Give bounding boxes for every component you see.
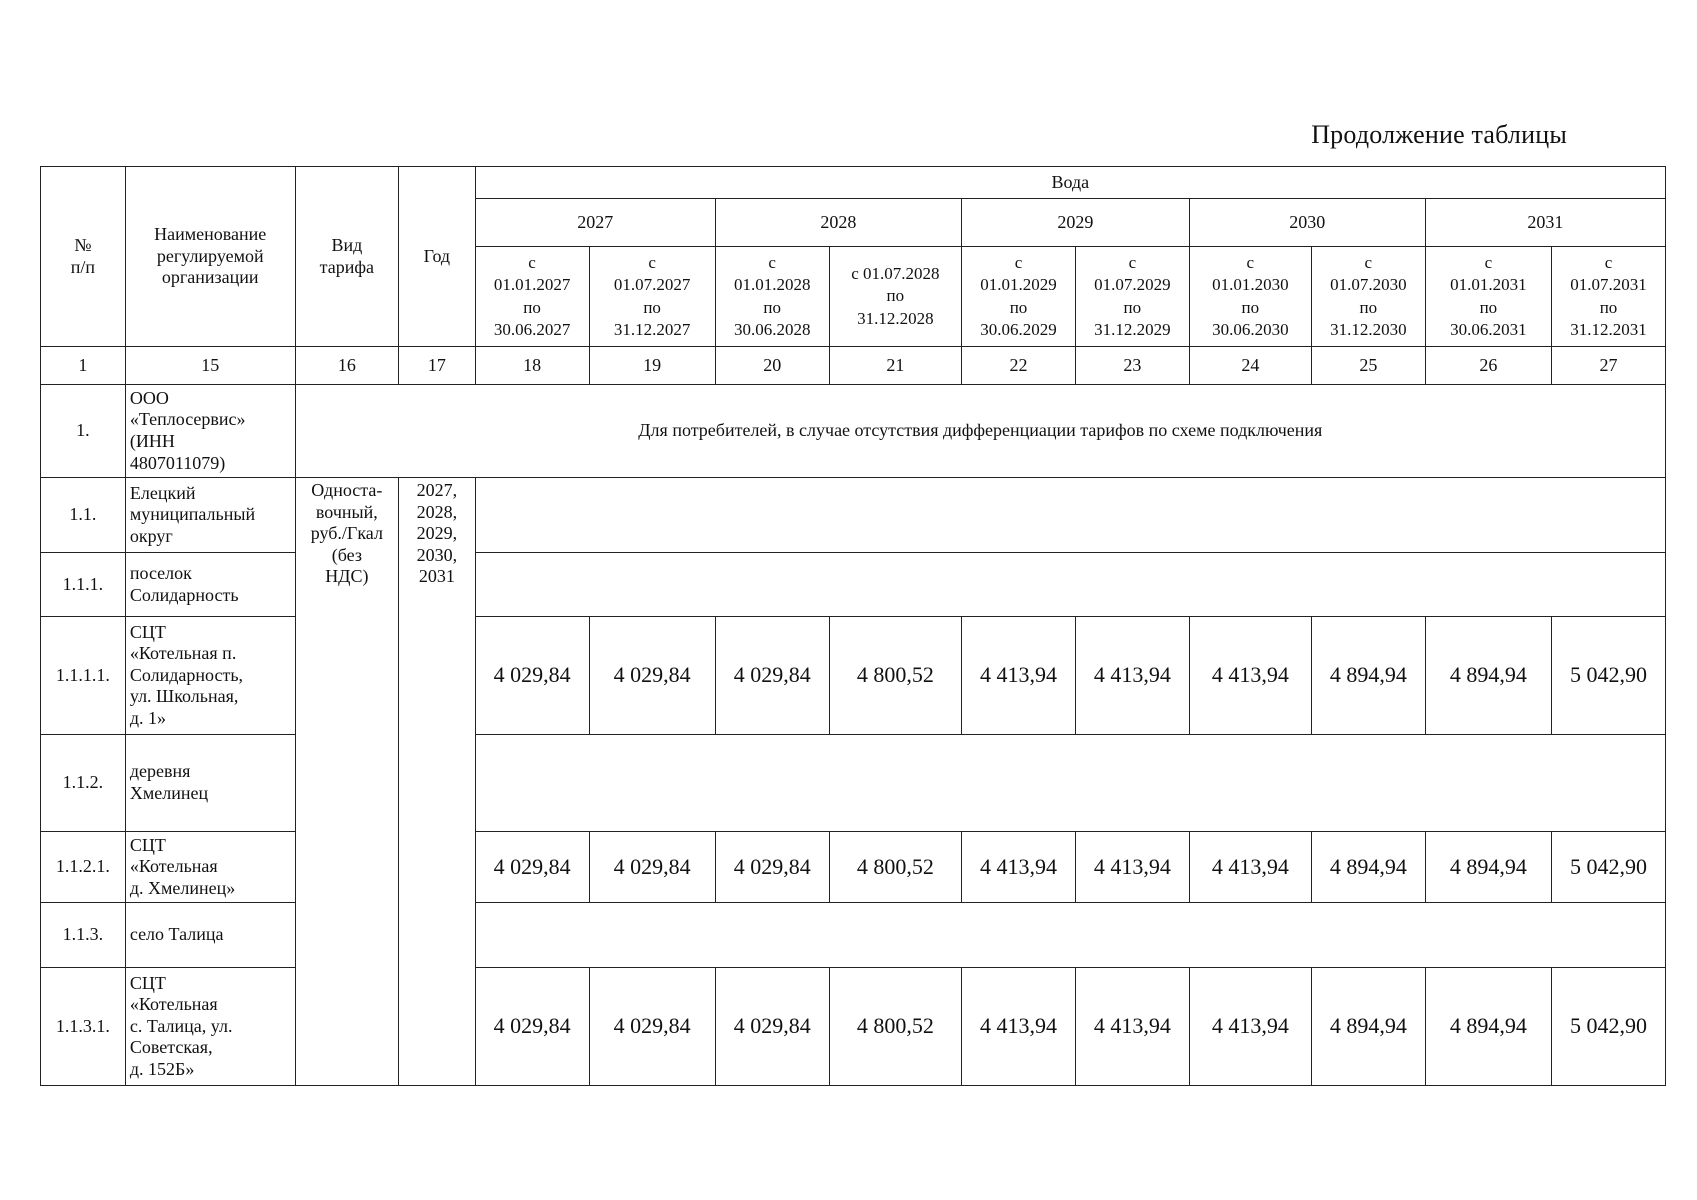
tariff-value: 4 029,84 (589, 832, 715, 903)
tariff-value: 4 413,94 (1189, 832, 1311, 903)
table-row (41, 553, 1666, 617)
header-period: с 01.07.2028 по 31.12.2028 (829, 247, 961, 347)
header-year-2028: 2028 (715, 199, 961, 247)
row-number: 1. (41, 385, 126, 478)
tariff-value: 4 413,94 (962, 617, 1076, 735)
tariff-value: 4 413,94 (1075, 968, 1189, 1086)
tariff-value: 4 029,84 (715, 832, 829, 903)
tariff-value: 4 413,94 (1189, 968, 1311, 1086)
tariff-value: 4 029,84 (715, 968, 829, 1086)
header-year-2030: 2030 (1189, 199, 1425, 247)
row-name: Елецкий муниципальный округ (125, 478, 295, 553)
tariff-value: 4 894,94 (1425, 832, 1551, 903)
tariff-value: 5 042,90 (1552, 617, 1666, 735)
col-number: 19 (589, 347, 715, 385)
empty-values (475, 553, 1665, 617)
row-name: село Талица (125, 903, 295, 968)
col-number: 24 (1189, 347, 1311, 385)
tariff-value: 4 413,94 (962, 832, 1076, 903)
tariff-value: 4 029,84 (475, 832, 589, 903)
row-number: 1.1.2.1. (41, 832, 126, 903)
tariff-value: 4 800,52 (829, 617, 961, 735)
continuation-title: Продолжение таблицы (1311, 120, 1567, 149)
tariff-value: 4 413,94 (1189, 617, 1311, 735)
header-num: № п/п (41, 167, 126, 347)
col-number: 27 (1552, 347, 1666, 385)
tariff-value: 4 894,94 (1425, 968, 1551, 1086)
header-year-2031: 2031 (1425, 199, 1665, 247)
empty-values (475, 478, 1665, 553)
header-year: Год (399, 167, 476, 347)
table-row (41, 735, 1666, 832)
header-org-name: Наименование регулируемой организации (125, 167, 295, 347)
empty-values (475, 903, 1665, 968)
tariff-value: 4 029,84 (475, 617, 589, 735)
tariff-table (40, 166, 1666, 1086)
column-numbers-row (41, 347, 1666, 385)
col-number: 22 (962, 347, 1076, 385)
tariff-value: 4 894,94 (1311, 832, 1425, 903)
header-year-2029: 2029 (962, 199, 1190, 247)
tariff-value: 4 894,94 (1311, 617, 1425, 735)
row-number: 1.1. (41, 478, 126, 553)
tariff-value: 4 029,84 (589, 617, 715, 735)
row-name: СЦТ «Котельная с. Талица, ул. Советская, д. 152Б» (125, 968, 295, 1086)
header-group-water: Вода (475, 167, 1665, 199)
header-period: с 01.07.2029 по 31.12.2029 (1075, 247, 1189, 347)
empty-values (475, 735, 1665, 832)
header-tariff-type: Вид тарифа (295, 167, 398, 347)
tariff-value: 4 029,84 (589, 968, 715, 1086)
applicability-note: Для потребителей, в случае отсутствия дифференциации тарифов по схеме подключения (295, 385, 1665, 478)
years-value: 2027, 2028, 2029, 2030, 2031 (399, 478, 476, 1086)
tariff-value: 4 894,94 (1311, 968, 1425, 1086)
tariff-value: 5 042,90 (1552, 832, 1666, 903)
org-row (41, 385, 1666, 478)
tariff-value: 5 042,90 (1552, 968, 1666, 1086)
col-number: 26 (1425, 347, 1551, 385)
row-name: деревня Хмелинец (125, 735, 295, 832)
col-number: 16 (295, 347, 398, 385)
tariff-value: 4 413,94 (962, 968, 1076, 1086)
tariff-value: 4 029,84 (475, 968, 589, 1086)
table-row (41, 478, 1666, 553)
tariff-value: 4 800,52 (829, 968, 961, 1086)
tariff-value: 4 413,94 (1075, 832, 1189, 903)
col-number: 20 (715, 347, 829, 385)
header-period: с 01.01.2027 по 30.06.2027 (475, 247, 589, 347)
row-number: 1.1.1. (41, 553, 126, 617)
col-number: 25 (1311, 347, 1425, 385)
row-number: 1.1.1.1. (41, 617, 126, 735)
row-name: поселок Солидарность (125, 553, 295, 617)
org-name: ООО «Теплосервис» (ИНН 4807011079) (125, 385, 295, 478)
header-period: с 01.07.2027 по 31.12.2027 (589, 247, 715, 347)
table-row (41, 832, 1666, 903)
col-number: 18 (475, 347, 589, 385)
tariff-value: 4 800,52 (829, 832, 961, 903)
header-period: с 01.01.2031 по 30.06.2031 (1425, 247, 1551, 347)
col-number: 1 (41, 347, 126, 385)
col-number: 21 (829, 347, 961, 385)
row-number: 1.1.3.1. (41, 968, 126, 1086)
col-number: 15 (125, 347, 295, 385)
tariff-value: 4 029,84 (715, 617, 829, 735)
row-name: СЦТ «Котельная п. Солидарность, ул. Школьная, д. 1» (125, 617, 295, 735)
row-name: СЦТ «Котельная д. Хмелинец» (125, 832, 295, 903)
header-period: с 01.07.2030 по 31.12.2030 (1311, 247, 1425, 347)
table-row (41, 903, 1666, 968)
tariff-type-value: Односта- вочный, руб./Гкал (без НДС) (295, 478, 398, 1086)
row-number: 1.1.2. (41, 735, 126, 832)
col-number: 23 (1075, 347, 1189, 385)
header-year-2027: 2027 (475, 199, 715, 247)
header-period: с 01.01.2029 по 30.06.2029 (962, 247, 1076, 347)
tariff-value: 4 413,94 (1075, 617, 1189, 735)
table-row (41, 968, 1666, 1086)
col-number: 17 (399, 347, 476, 385)
header-period: с 01.07.2031 по 31.12.2031 (1552, 247, 1666, 347)
table-row (41, 617, 1666, 735)
tariff-value: 4 894,94 (1425, 617, 1551, 735)
row-number: 1.1.3. (41, 903, 126, 968)
header-period: с 01.01.2028 по 30.06.2028 (715, 247, 829, 347)
header-period: с 01.01.2030 по 30.06.2030 (1189, 247, 1311, 347)
